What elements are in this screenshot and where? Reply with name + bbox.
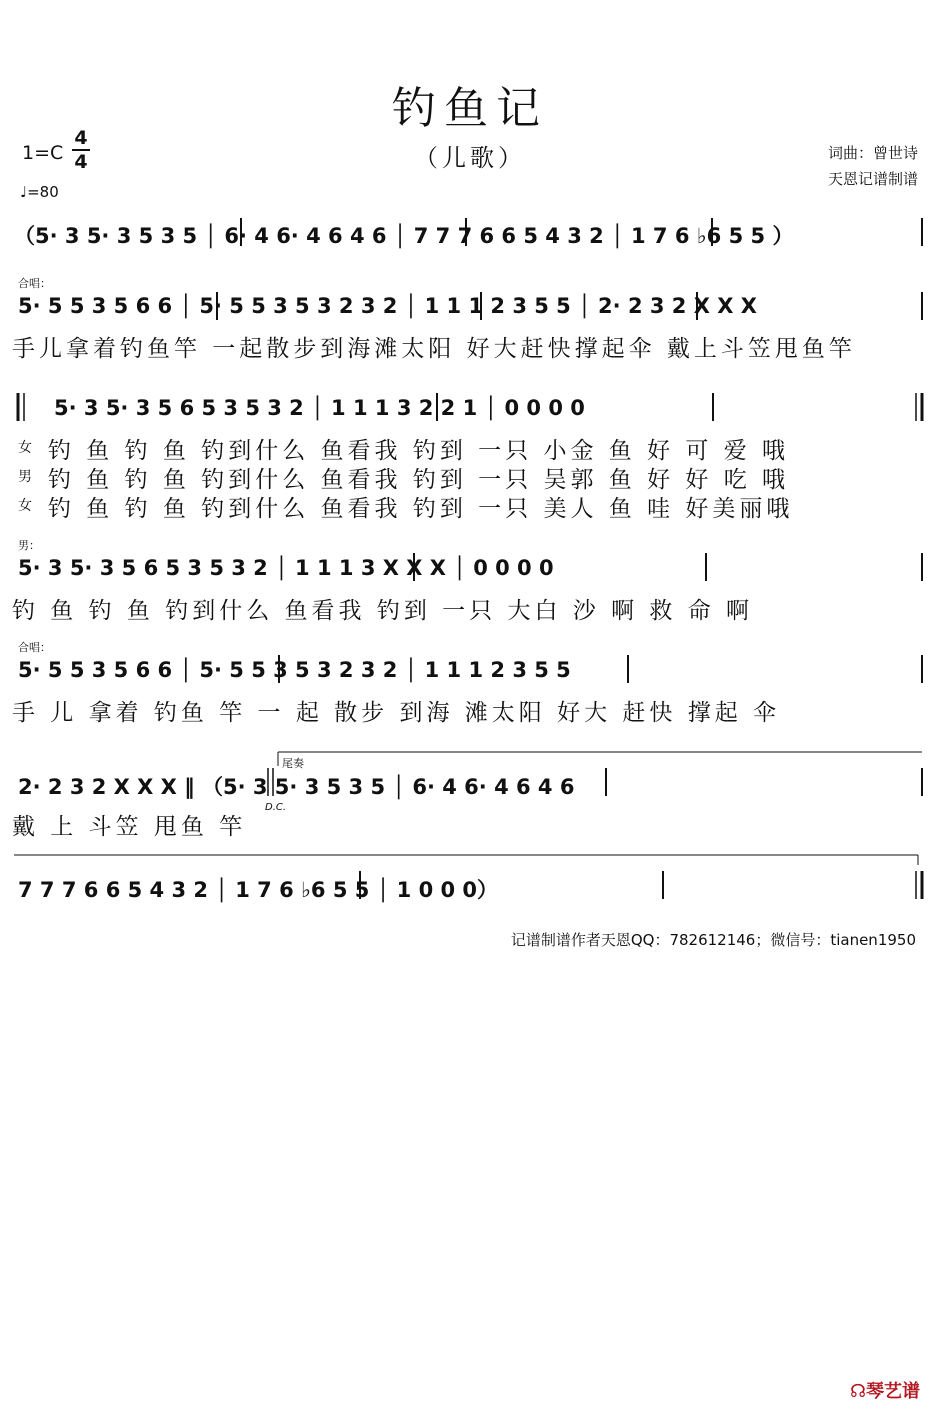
female-label-1: 女 [18,440,32,456]
male-notes: 5· 3 5· 3 5 6 5 3 5 3 2 │ 1 1 1 3 X X X │ 0 0 0 0 [18,556,554,580]
ending-lyrics: 戴 上 斗笠 甩鱼 竿 [12,814,247,840]
intro-notes: （5· 3 5· 3 5 3 5 │ 6· 4 6· 4 6 4 6 │ 7 7 7 6 6 5 4 3 2 │ 1 7 6 ♭6 5 5 ） [14,224,794,248]
outro-label: 尾奏 [282,757,304,770]
refrain-lyrics-2: 钓 鱼 钓 鱼 钓到什么 鱼看我 钓到 一只 吴郭 鱼 好 好 吃 哦 [48,467,790,493]
song-subtitle: （儿歌） [414,144,526,172]
verse-lyrics-2: 手 儿 拿着 钓鱼 竿 一 起 散步 到海 滩太阳 好大 赶快 撑起 伞 [12,700,781,726]
refrain-lyrics-1: 钓 鱼 钓 鱼 钓到什么 鱼看我 钓到 一只 小金 鱼 好 可 爱 哦 [48,438,790,464]
verse-notes-2: 5· 5 5 3 5 6 6 │ 5· 5 5 3 5 3 2 3 2 │ 1 1 1 2 3 5 5 [18,658,571,682]
verse-notes-1: 5· 5 5 3 5 6 6 │ 5· 5 5 3 5 3 2 3 2 │ 1 1 1 2 3 5 5 │ 2· 2 3 2 X X X [18,294,757,318]
time-bottom: 4 [74,151,88,173]
song-title: 钓鱼记 [392,83,548,134]
dc-marking: D.C. [265,802,287,813]
site-logo [850,1377,920,1403]
chorus-label-2: 合唱： [18,641,51,654]
time-top: 4 [74,127,88,149]
chorus-label: 合唱： [18,277,51,290]
female-label-2: 女 [18,498,32,514]
refrain-lyrics-3: 钓 鱼 钓 鱼 钓到什么 鱼看我 钓到 一只 美人 鱼 哇 好美丽哦 [48,496,794,522]
verse-lyrics-1: 手儿拿着钓鱼竿 一起散步到海滩太阳 好大赶快撑起伞 戴上斗笠甩鱼竿 [12,336,856,362]
ending-notes: 2· 2 3 2 X X X ‖ （5· 3 5· 3 5 3 5 │ 6· 4 6· 4 6 4 6 [18,775,575,799]
logo-icon: ☊ [850,1381,866,1402]
composer-credit: 词曲：曾世诗 [827,144,918,162]
time-signature [72,128,90,172]
male-label-1: 男 [18,469,32,485]
logo-text: 琴艺谱 [866,1381,920,1402]
tempo-value: =80 [27,183,59,201]
outro-notes: 7 7 7 6 6 5 4 3 2 │ 1 7 6 ♭6 5 5 │ 1 0 0 0） [18,878,499,902]
quarter-note-icon: ♩ [20,183,28,201]
male-lyrics: 钓 鱼 钓 鱼 钓到什么 鱼看我 钓到 一只 大白 沙 啊 救 命 啊 [12,598,754,624]
refrain-notes: 5· 3 5· 3 5 6 5 3 5 3 2 │ 1 1 1 3 2 2 1 │ 0 0 0 0 [54,396,585,420]
key-signature: 1=C [22,142,64,164]
author-contact: 记谱制谱作者天恩QQ：782612146；微信号：tianen1950 [510,931,916,949]
transcriber-credit: 天恩记谱制谱 [827,170,918,188]
male-label: 男： [18,539,40,552]
tempo-marking [20,183,59,201]
